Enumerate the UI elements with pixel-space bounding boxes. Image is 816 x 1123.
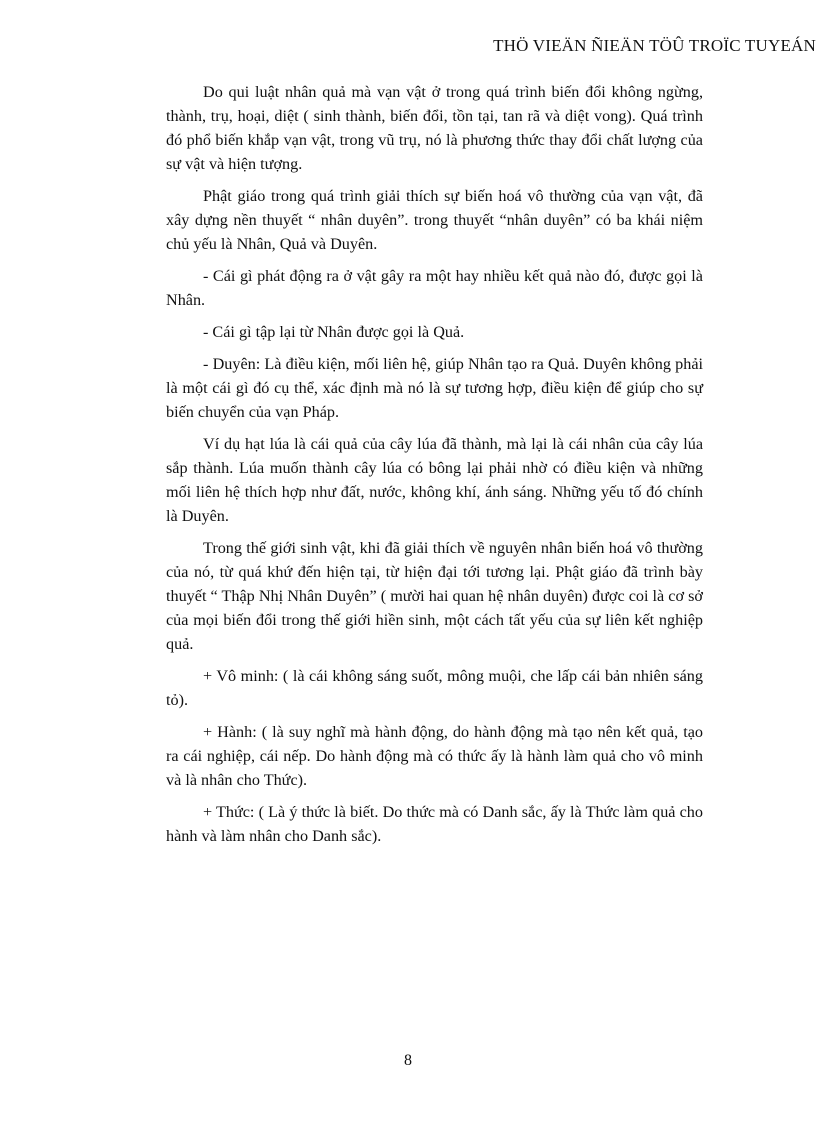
paragraph: Do qui luật nhân quả mà vạn vật ở trong quá trình biến đổi không ngừng, thành, trụ, hoại, diệt ( sinh thành, biến đổi, tồn tại, tan rã và diệt vong). Quá trình đó phổ biến khắp vạn vật, trong vũ trụ, nó là phương thức thay đổi chất lượng của sự vật và hiện tượng. (166, 83, 703, 173)
paragraph: - Duyên: Là điều kiện, mối liên hệ, giúp Nhân tạo ra Quả. Duyên không phải là một cái gì đó cụ thể, xác định mà nó là sự tương hợp, điều kiện để giúp cho sự biến chuyển của vạn Pháp. (166, 355, 703, 421)
paragraph: + Thức: ( Là ý thức là biết. Do thức mà có Danh sắc, ấy là Thức làm quả cho hành và làm nhân cho Danh sắc). (166, 803, 703, 845)
paragraph: Trong thế giới sinh vật, khi đã giải thích về nguyên nhân biến hoá vô thường của nó, từ quá khứ đến hiện tại, từ hiện đại tới tương lại. Phật giáo đã trình bày thuyết “ Thập Nhị Nhân Duyên” ( mười hai quan hệ nhân duyên) được coi là cơ sở của mọi biến đổi trong thế giới hiền sinh, một cách tất yếu của sự liên kết nghiệp quả. (166, 539, 703, 653)
page-header-title: THÖ VIEÄN ÑIEÄN TÖÛ TROÏC TUYEÁN (493, 36, 816, 55)
paragraph: Ví dụ hạt lúa là cái quả của cây lúa đã thành, mà lại là cái nhân của cây lúa sắp thành. Lúa muốn thành cây lúa có bông lại phải nhờ có điều kiện và những mối liên hệ thích hợp như đất, nước, không khí, ánh sáng. Những yếu tố đó chính là Duyên. (166, 435, 703, 525)
paragraph: - Cái gì phát động ra ở vật gây ra một hay nhiều kết quả nào đó, được gọi là Nhân. (166, 267, 703, 309)
paragraph: + Vô minh: ( là cái không sáng suốt, mông muội, che lấp cái bản nhiên sáng tỏ). (166, 667, 703, 709)
paragraph: - Cái gì tập lại từ Nhân được gọi là Quả. (203, 323, 465, 341)
document-body (166, 80, 703, 856)
paragraph: Phật giáo trong quá trình giải thích sự biến hoá vô thường của vạn vật, đã xây dựng nền thuyết “ nhân duyên”. trong thuyết “nhân duyên” có ba khái niệm chủ yếu là Nhân, Quả và Duyên. (166, 187, 703, 253)
page-number: 8 (404, 1052, 412, 1069)
paragraph: + Hành: ( là suy nghĩ mà hành động, do hành động mà tạo nên kết quả, tạo ra cái nghiệp, cái nếp. Do hành động mà có thức ấy là hành làm quả cho vô minh và là nhân cho Thức). (166, 723, 703, 789)
